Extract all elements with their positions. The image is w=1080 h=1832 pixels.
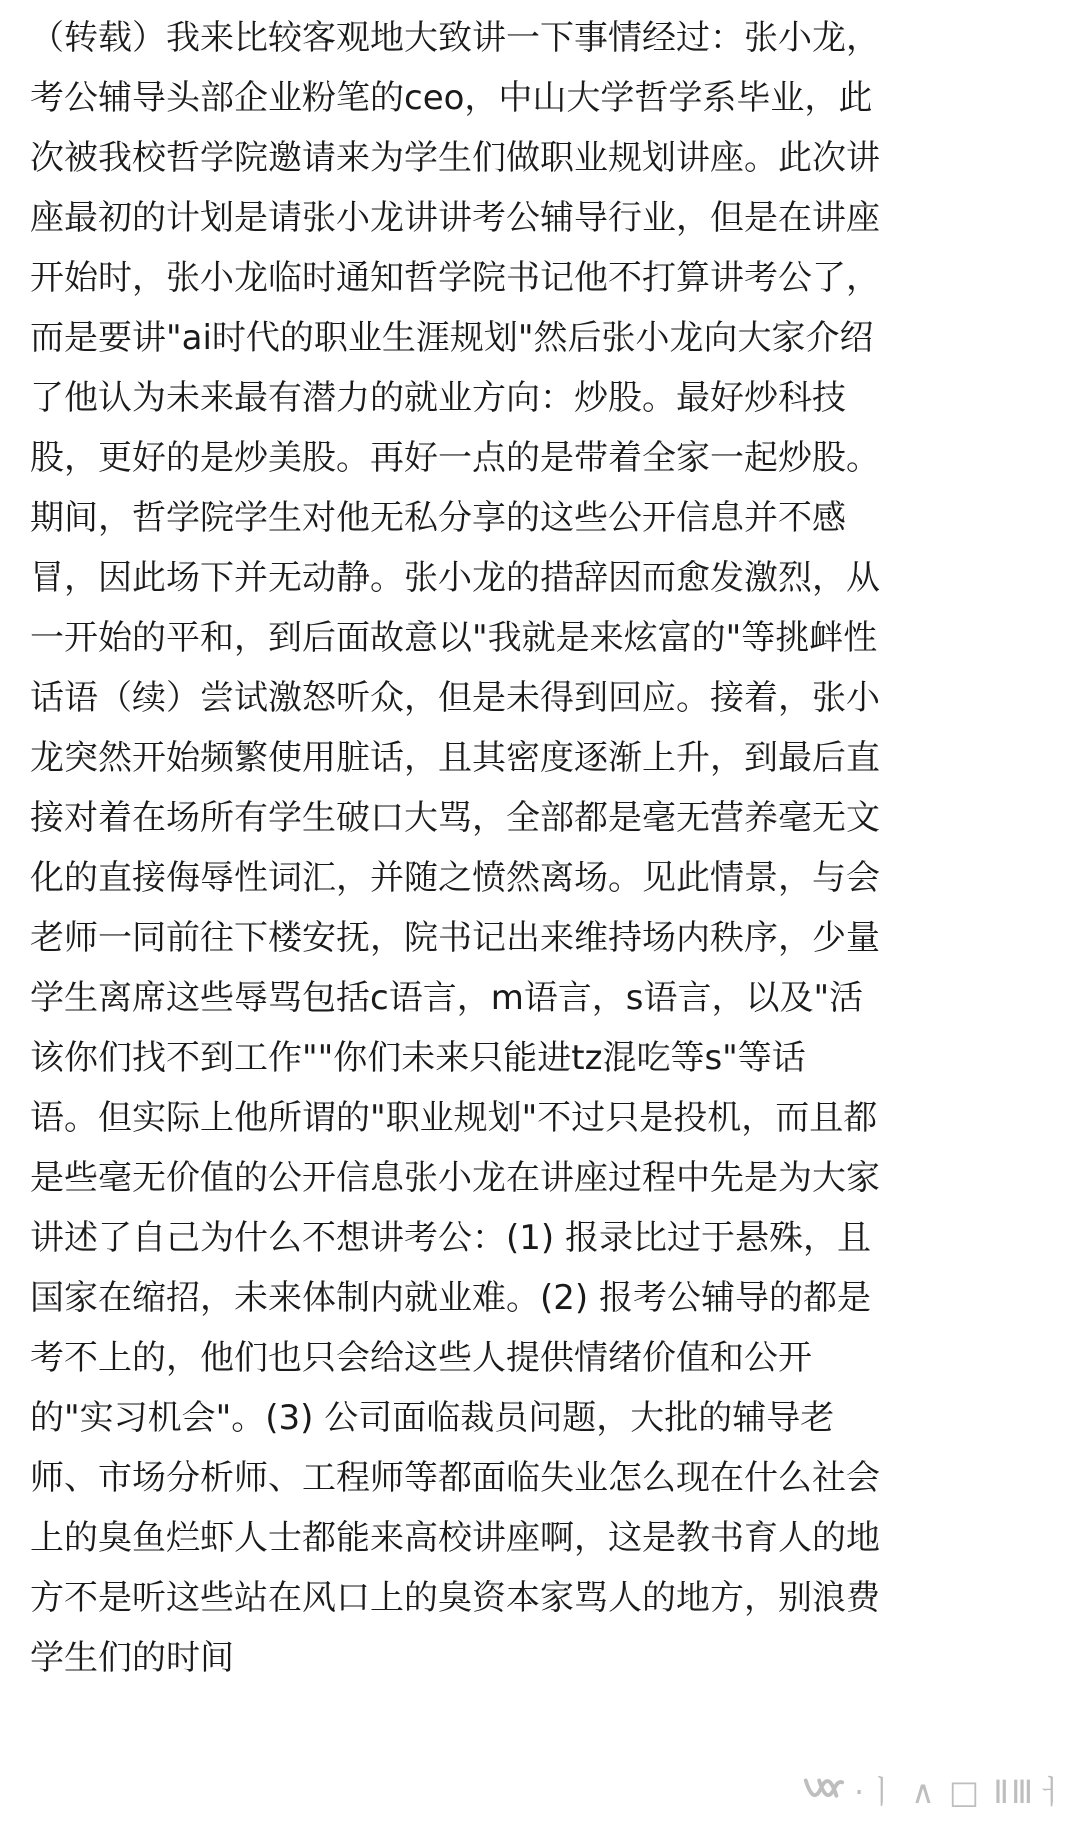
watermark — [800, 1762, 1068, 1818]
post-line: 是些毫无价值的公开信息张小龙在讲座过程中先是为大家 — [30, 1158, 880, 1198]
post-line: 一开始的平和，到后面故意以"我就是来炫富的"等挑衅性 — [30, 618, 878, 658]
post-line: 的"实习机会"。(3) 公司面临裁员问题，大批的辅导老 — [30, 1398, 835, 1438]
post-line: 而是要讲"ai时代的职业生涯规划"然后张小龙向大家介绍 — [30, 318, 874, 358]
post-line: 师、市场分析师、工程师等都面临失业怎么现在什么社会 — [30, 1458, 880, 1498]
post-line: 国家在缩招，未来体制内就业难。(2) 报考公辅导的都是 — [30, 1278, 871, 1318]
watermark-text: ·ㅣ ∧ □ ⅡⅢㅓ — [854, 1773, 1068, 1811]
post-line: 语。但实际上他所谓的"职业规划"不过只是投机，而且都 — [30, 1098, 878, 1138]
post-body — [30, 8, 1060, 1688]
post-line: 方不是听这些站在风口上的臭资本家骂人的地方，别浪费 — [30, 1578, 880, 1618]
post-line: 老师一同前往下楼安抚，院书记出来维持场内秩序，少量 — [30, 918, 880, 958]
post-line: 了他认为未来最有潜力的就业方向：炒股。最好炒科技 — [30, 378, 846, 418]
post-line: 上的臭鱼烂虾人士都能来高校讲座啊，这是教书育人的地 — [30, 1518, 880, 1558]
post-line: 话语（续）尝试激怒听众，但是未得到回应。接着，张小 — [30, 678, 880, 718]
post-line: 接对着在场所有学生破口大骂，全部都是毫无营养毫无文 — [30, 798, 880, 838]
wechat-channel-icon — [800, 1767, 846, 1813]
post-line: 考不上的，他们也只会给这些人提供情绪价值和公开 — [30, 1338, 812, 1378]
post-line: 股，更好的是炒美股。再好一点的是带着全家一起炒股。 — [30, 438, 880, 478]
post-line: 该你们找不到工作""你们未来只能进tz混吃等s"等话 — [30, 1038, 806, 1078]
post-line: 座最初的计划是请张小龙讲讲考公辅导行业，但是在讲座 — [30, 198, 880, 238]
post-line: 次被我校哲学院邀请来为学生们做职业规划讲座。此次讲 — [30, 138, 880, 178]
post-line: 考公辅导头部企业粉笔的ceo，中山大学哲学系毕业，此 — [30, 78, 873, 118]
post-line: 龙突然开始频繁使用脏话，且其密度逐渐上升，到最后直 — [30, 738, 880, 778]
post-line: 化的直接侮辱性词汇，并随之愤然离场。见此情景，与会 — [30, 858, 880, 898]
post-line: 开始时，张小龙临时通知哲学院书记他不打算讲考公了， — [30, 258, 880, 298]
post-line: 冒，因此场下并无动静。张小龙的措辞因而愈发激烈，从 — [30, 558, 880, 598]
post-line: 讲述了自己为什么不想讲考公：(1) 报录比过于悬殊，且 — [30, 1218, 871, 1258]
post-line: （转载）我来比较客观地大致讲一下事情经过：张小龙， — [30, 18, 880, 58]
post-line: 学生离席这些辱骂包括c语言，m语言，s语言，以及"活 — [30, 978, 864, 1018]
post-line: 学生们的时间 — [30, 1638, 234, 1678]
post-line: 期间，哲学院学生对他无私分享的这些公开信息并不感 — [30, 498, 846, 538]
